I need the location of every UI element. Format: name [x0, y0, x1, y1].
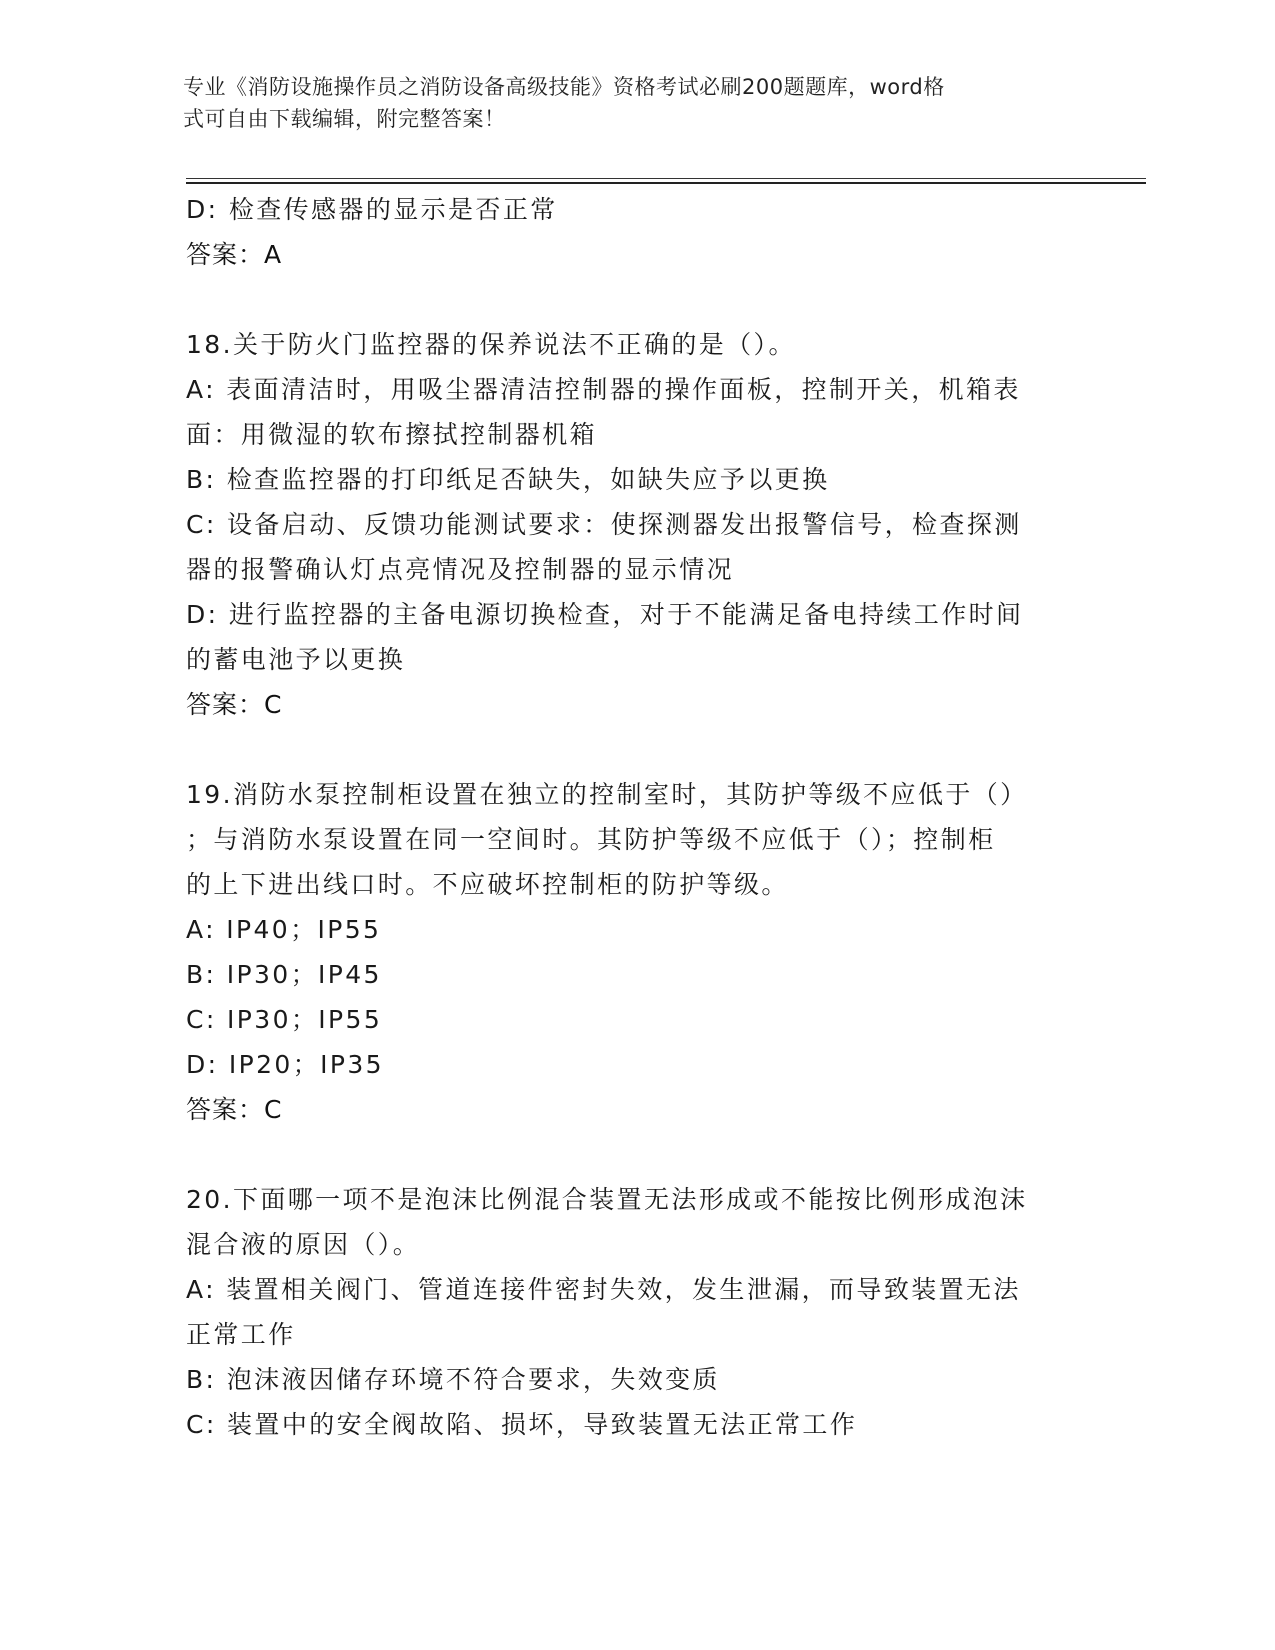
option-d: D: IP20；IP35 [186, 1050, 384, 1079]
option-a: A: 装置相关阀门、管道连接件密封失效，发生泄漏，而导致装置无法 [186, 1275, 1021, 1304]
option-a-continued: 面：用微湿的软布擦拭控制器机箱 [186, 420, 598, 449]
option-c: C: 设备启动、反馈功能测试要求：使探测器发出报警信号，检查探测 [186, 510, 1022, 539]
spacer [186, 727, 1086, 772]
question-stem: 18.关于防火门监控器的保养说法不正确的是（）。 [186, 330, 796, 359]
option-c: C: 装置中的安全阀故陷、损坏，导致装置无法正常工作 [186, 1410, 858, 1439]
option-b: B: IP30；IP45 [186, 960, 382, 989]
option-d: D: 检查传感器的显示是否正常 [186, 195, 558, 224]
question-stem-continued: 混合液的原因（）。 [186, 1230, 421, 1259]
option-d-continued: 的蓄电池予以更换 [186, 645, 406, 674]
spacer [186, 1132, 1086, 1177]
question-19 [186, 772, 1086, 1132]
header-divider-thin [186, 178, 1146, 179]
document-header [183, 71, 1063, 135]
header-divider-thick [186, 182, 1146, 184]
question-stem-continued: ；与消防水泵设置在同一空间时。其防护等级不应低于（）；控制柜 [186, 825, 996, 854]
question-stem: 19.消防水泵控制柜设置在独立的控制室时，其防护等级不应低于（） [186, 780, 1028, 809]
option-c: C: IP30；IP55 [186, 1005, 383, 1034]
option-b: B: 泡沫液因储存环境不符合要求，失效变质 [186, 1365, 720, 1394]
question-17-tail [186, 187, 1086, 277]
question-stem: 20.下面哪一项不是泡沫比例混合装置无法形成或不能按比例形成泡沫 [186, 1185, 1028, 1214]
spacer [186, 277, 1086, 322]
question-18 [186, 322, 1086, 727]
answer-label: 答案：A [186, 240, 283, 269]
header-line-1: 专业《消防设施操作员之消防设备高级技能》资格考试必刷200题题库，word格 [183, 75, 945, 99]
option-b: B: 检查监控器的打印纸足否缺失，如缺失应予以更换 [186, 465, 830, 494]
option-a: A: IP40；IP55 [186, 915, 382, 944]
option-a: A: 表面清洁时，用吸尘器清洁控制器的操作面板，控制开关，机箱表 [186, 375, 1021, 404]
answer-label: 答案：C [186, 690, 283, 719]
header-line-2: 式可自由下载编辑，附完整答案！ [183, 107, 506, 131]
option-a-continued: 正常工作 [186, 1320, 296, 1349]
option-d: D: 进行监控器的主备电源切换检查，对于不能满足备电持续工作时间 [186, 600, 1024, 629]
answer-label: 答案：C [186, 1095, 283, 1124]
question-20 [186, 1177, 1086, 1447]
option-c-continued: 器的报警确认灯点亮情况及控制器的显示情况 [186, 555, 735, 584]
question-stem-continued: 的上下进出线口时。不应破坏控制柜的防护等级。 [186, 870, 789, 899]
question-content [186, 187, 1086, 1447]
